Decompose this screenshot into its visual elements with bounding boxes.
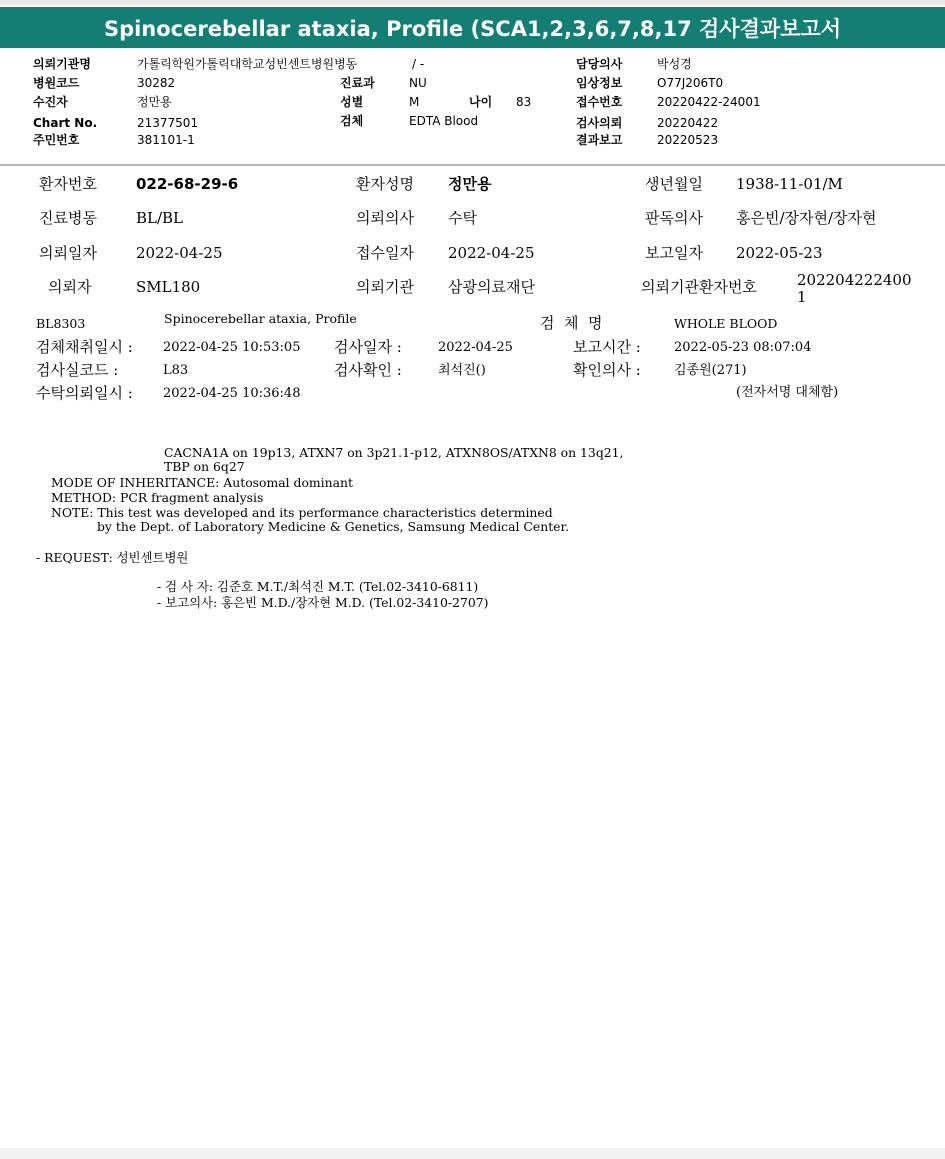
patient-label: 접수일자 (356, 244, 414, 262)
header-value: 381101-1 (137, 133, 195, 147)
test-label: 수탁의뢰일시 : (36, 384, 133, 402)
test-name: Spinocerebellar ataxia, Profile (164, 311, 357, 326)
patient-value: 삼광의료재단 (448, 278, 535, 296)
test-value: L83 (163, 363, 189, 378)
patient-label: 의뢰의사 (356, 209, 414, 227)
test-value: 2022-04-25 (438, 340, 513, 355)
report-line: MODE OF INHERITANCE: Autosomal dominant (51, 475, 353, 490)
patient-number: 022-68-29-6 (136, 175, 239, 193)
header-label: Chart No. (33, 116, 98, 130)
test-label: 보고시간 : (573, 338, 641, 356)
patient-value-cont: 1 (797, 288, 807, 306)
header-label: 검체 (340, 114, 364, 128)
report-title: Spinocerebellar ataxia, Profile (SCA1,2,3,6,7,8,17 검사결과보고서 (103, 16, 842, 41)
test-label: 검사확인 : (334, 361, 402, 379)
header-label: 임상정보 (576, 76, 623, 90)
request-line: - REQUEST: 성빈센트병원 (36, 550, 189, 565)
patient-label: 진료병동 (39, 209, 97, 227)
report-title-bar (0, 7, 945, 48)
header-label: 성별 (340, 95, 364, 109)
header-value: 정만용 (137, 95, 172, 109)
patient-label: 환자번호 (39, 175, 97, 193)
header-value: 30282 (137, 76, 176, 90)
patient-value: 2022-05-23 (736, 244, 823, 262)
top-border (0, 0, 945, 5)
patient-label: 의뢰일자 (39, 244, 97, 262)
header-value: M (409, 95, 420, 109)
patient-label: 생년월일 (645, 175, 703, 193)
header-value: O77J206T0 (657, 76, 724, 90)
test-label: 검사일자 : (334, 338, 402, 356)
patient-value: 202204222400 (797, 271, 912, 289)
test-label: 검사실코드 : (36, 361, 119, 379)
patient-value: 2022-04-25 (448, 244, 535, 262)
tester-line: - 검 사 자: 김준호 M.T./최석진 M.T. (Tel.02-3410-6811) (157, 579, 479, 594)
patient-label: 환자성명 (356, 175, 414, 193)
age-label: 나이 (469, 95, 493, 109)
header-label: 결과보고 (576, 133, 623, 147)
header-label: 주민번호 (33, 133, 80, 147)
report-line: TBP on 6q27 (164, 459, 245, 474)
header-label: 검사의뢰 (576, 116, 623, 130)
test-label: 확인의사 : (573, 361, 641, 379)
patient-label: 판독의사 (645, 209, 703, 227)
header-label: 담당의사 (576, 57, 623, 71)
ward-value: / - (412, 57, 425, 71)
header-value: 21377501 (137, 116, 199, 130)
header-label: 수진자 (33, 95, 68, 109)
patient-value: 1938-11-01/M (736, 175, 843, 193)
report-line: by the Dept. of Laboratory Medicine & Genetics, Samsung Medical Center. (97, 519, 570, 534)
patient-value: 홍은빈/장자현/장자현 (736, 209, 877, 227)
report-line: METHOD: PCR fragment analysis (51, 490, 264, 505)
patient-value: 2022-04-25 (136, 244, 223, 262)
patient-label: 보고일자 (645, 244, 703, 262)
test-value: 2022-04-25 10:53:05 (163, 340, 301, 355)
header-label: 진료과 (340, 76, 375, 90)
report-line: CACNA1A on 19p13, ATXN7 on 3p21.1-p12, ATXN8OS/ATXN8 on 13q21, (164, 445, 624, 460)
page-footer (0, 1148, 945, 1159)
test-value: 최석진() (438, 363, 486, 378)
header-divider (0, 164, 945, 166)
header-value: 20220422 (657, 116, 719, 130)
header-value: NU (409, 76, 427, 90)
test-code: BL8303 (36, 316, 86, 331)
test-label: 검체채취일시 : (36, 338, 133, 356)
test-value: 2022-04-25 10:36:48 (163, 386, 301, 401)
header-value: 20220523 (657, 133, 719, 147)
header-label: 병원코드 (33, 76, 80, 90)
header-value: 20220422-24001 (657, 95, 761, 109)
reporter-line: - 보고의사: 홍은빈 M.D./장자현 M.D. (Tel.02-3410-2707) (157, 595, 489, 610)
specimen-label: 검 체 명 (540, 314, 603, 332)
header-value: 가톨릭학원가톨릭대학교성빈센트병원병동 (137, 57, 358, 71)
patient-value: SML180 (136, 278, 201, 296)
patient-label: 의뢰기관환자번호 (641, 278, 757, 296)
patient-name: 정만용 (448, 175, 492, 193)
patient-value: BL/BL (136, 209, 184, 227)
e-signature-note: (전자서명 대체함) (736, 385, 839, 400)
age-value: 83 (516, 95, 532, 109)
patient-label: 의뢰기관 (356, 278, 414, 296)
specimen-value: WHOLE BLOOD (674, 316, 778, 331)
patient-value: 수탁 (448, 209, 477, 227)
header-value: 박성경 (657, 57, 692, 71)
header-value: EDTA Blood (409, 114, 479, 128)
header-label: 의뢰기관명 (33, 57, 91, 71)
test-value: 2022-05-23 08:07:04 (674, 340, 812, 355)
report-line: NOTE: This test was developed and its performance characteristics determined (51, 505, 553, 520)
patient-label: 의뢰자 (48, 278, 92, 296)
header-label: 접수번호 (576, 95, 623, 109)
test-value: 김종원(271) (674, 363, 747, 378)
